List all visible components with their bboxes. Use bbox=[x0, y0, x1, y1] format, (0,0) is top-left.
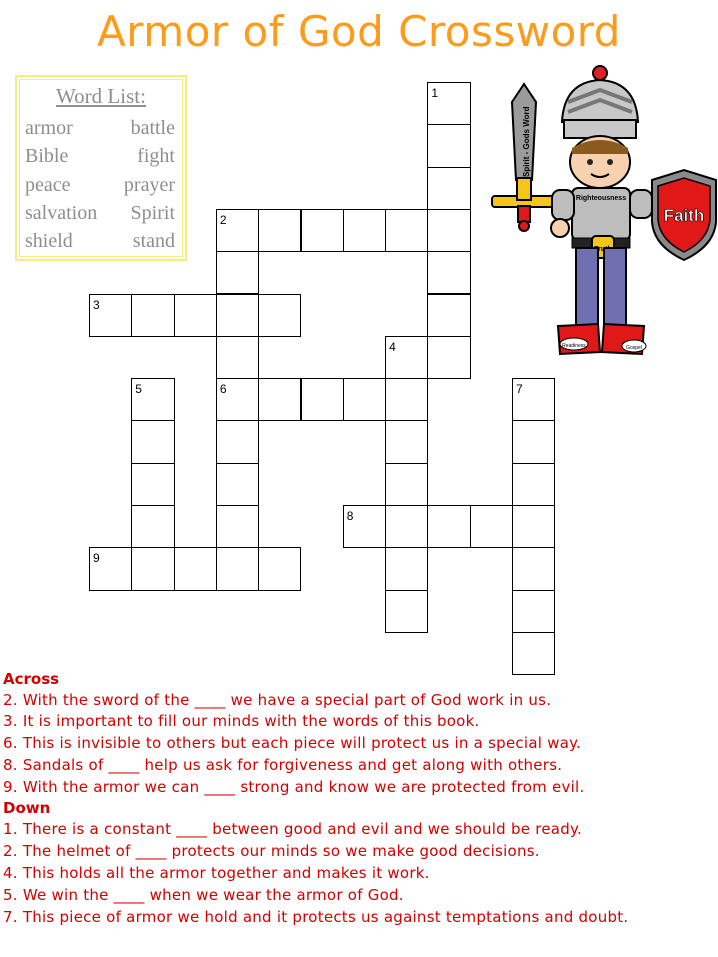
down-clue: 1. There is a constant ____ between good and evil and we should be ready. bbox=[3, 820, 583, 838]
crossword-cell[interactable] bbox=[258, 294, 301, 337]
armor-figure bbox=[488, 62, 718, 362]
crossword-cell[interactable] bbox=[385, 209, 428, 252]
crossword-cell[interactable] bbox=[301, 378, 344, 421]
word-list-item: armor bbox=[25, 117, 73, 139]
word-list-item: fight bbox=[137, 145, 175, 167]
crossword-cell[interactable] bbox=[216, 505, 259, 548]
crossword-cell[interactable] bbox=[427, 294, 470, 337]
down-clue: 2. The helmet of ____ protects our minds so we make good decisions. bbox=[3, 842, 540, 860]
crossword-cell[interactable] bbox=[385, 420, 428, 463]
sword-label: Spirit - Gods Word bbox=[522, 106, 531, 177]
crossword-cell[interactable] bbox=[216, 251, 259, 294]
crossword-cell[interactable] bbox=[131, 294, 174, 337]
word-list-item: shield bbox=[25, 230, 73, 252]
crossword-cell[interactable] bbox=[343, 378, 386, 421]
crossword-cell[interactable] bbox=[258, 547, 301, 590]
right-shoe-label: Gospel bbox=[626, 345, 642, 351]
word-list-title: Word List: bbox=[56, 84, 146, 108]
word-list-item: salvation bbox=[25, 202, 98, 224]
crossword-cell[interactable] bbox=[343, 209, 386, 252]
crossword-cell[interactable] bbox=[512, 547, 555, 590]
crossword-cell[interactable] bbox=[385, 547, 428, 590]
crossword-cell[interactable] bbox=[427, 167, 470, 210]
crossword-cell[interactable] bbox=[512, 420, 555, 463]
crossword-cell[interactable] bbox=[131, 420, 174, 463]
crossword-cell[interactable] bbox=[427, 251, 470, 294]
word-list-item: Spirit bbox=[130, 202, 175, 224]
crossword-cell[interactable] bbox=[216, 336, 259, 379]
clue-number: 8 bbox=[346, 509, 354, 523]
crossword-cell[interactable] bbox=[427, 209, 470, 252]
crossword-cell[interactable] bbox=[301, 209, 344, 252]
crossword-cell[interactable] bbox=[131, 463, 174, 506]
crossword-cell[interactable] bbox=[385, 378, 428, 421]
crossword-cell[interactable] bbox=[385, 505, 428, 548]
shield-icon bbox=[652, 170, 716, 260]
clue-number: 9 bbox=[93, 551, 100, 566]
crossword-cell[interactable] bbox=[427, 505, 470, 548]
crossword-cell[interactable] bbox=[512, 632, 555, 675]
clue-number: 2 bbox=[219, 212, 227, 227]
crossword-cell[interactable] bbox=[470, 505, 513, 548]
crossword-cell[interactable] bbox=[512, 463, 555, 506]
clue-number: 1 bbox=[431, 86, 439, 100]
across-clue: 8. Sandals of ____ help us ask for forgiveness and get along with others. bbox=[3, 756, 563, 774]
chest-label: Righteousness bbox=[575, 195, 627, 202]
helmet-icon bbox=[562, 66, 638, 147]
down-clue: 5. We win the ____ when we wear the armor of God. bbox=[3, 886, 404, 904]
down-clue: 4. This holds all the armor together and makes it work. bbox=[3, 864, 430, 882]
crossword-cell[interactable] bbox=[258, 209, 301, 252]
clue-number: 4 bbox=[389, 339, 396, 354]
word-list-item: battle bbox=[130, 117, 175, 139]
crossword-cell[interactable] bbox=[174, 294, 217, 337]
down-heading: Down bbox=[3, 799, 51, 817]
crossword-cell[interactable] bbox=[427, 336, 470, 379]
across-clue: 6. This is invisible to others but each piece will protect us in a special way. bbox=[3, 734, 582, 752]
across-clue: 3. It is important to fill our minds with the words of this book. bbox=[3, 712, 480, 730]
crossword-cell[interactable] bbox=[427, 124, 470, 167]
word-list-item: stand bbox=[132, 230, 175, 252]
shield-label: Faith bbox=[663, 206, 705, 225]
crossword-cell[interactable] bbox=[512, 590, 555, 633]
crossword-cell[interactable] bbox=[174, 547, 217, 590]
clue-number: 5 bbox=[135, 382, 142, 397]
across-clue: 9. With the armor we can ____ strong and know we are protected from evil. bbox=[3, 778, 585, 796]
crossword-cell[interactable] bbox=[385, 463, 428, 506]
across-heading: Across bbox=[3, 670, 60, 688]
crossword-cell[interactable] bbox=[216, 463, 259, 506]
clue-number: 7 bbox=[516, 382, 523, 397]
clue-number: 3 bbox=[93, 297, 100, 312]
across-clue: 2. With the sword of the ____ we have a special part of God work in us. bbox=[3, 691, 552, 709]
down-clue: 7. This piece of armor we hold and it protects us against temptations and doubt. bbox=[3, 908, 629, 926]
clue-number: 6 bbox=[219, 382, 227, 397]
crossword-cell[interactable] bbox=[131, 547, 174, 590]
left-shoe-label: Readiness bbox=[562, 343, 586, 349]
crossword-cell[interactable] bbox=[131, 505, 174, 548]
word-list-item: peace bbox=[25, 174, 71, 196]
crossword-cell[interactable] bbox=[258, 378, 301, 421]
page-title: Armor of God Crossword bbox=[97, 7, 621, 56]
word-list-item: Bible bbox=[25, 145, 69, 167]
crossword-cell[interactable] bbox=[216, 547, 259, 590]
crossword-cell[interactable] bbox=[216, 294, 259, 337]
word-list-item: prayer bbox=[123, 174, 175, 196]
crossword-cell[interactable] bbox=[216, 420, 259, 463]
crossword-cell[interactable] bbox=[385, 590, 428, 633]
crossword-cell[interactable] bbox=[512, 505, 555, 548]
